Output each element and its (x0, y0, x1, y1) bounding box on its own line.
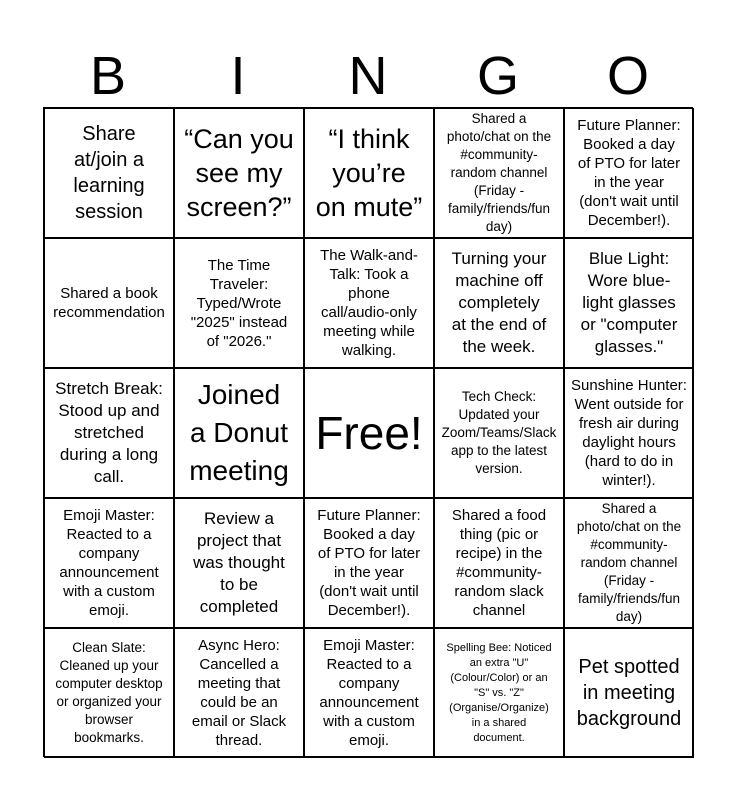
bingo-cell[interactable] (564, 238, 694, 368)
bingo-cell[interactable] (304, 238, 434, 368)
bingo-cell[interactable] (434, 498, 564, 628)
cell-text: Spelling Bee: Noticed an extra "U" (Colour/Color) or an "S" vs. "Z" (Organise/Organize) in a shared document. (446, 641, 552, 744)
cell-text: Sunshine Hunter: Went outside for fresh air during daylight hours (hard to do in winter!). (571, 377, 687, 489)
header-letter-g: G (476, 46, 519, 106)
cell-text: “Can you see my screen?” (184, 124, 294, 222)
bingo-cell[interactable] (434, 368, 564, 498)
bingo-header (43, 44, 693, 108)
cell-text: “I think you’re on mute” (315, 124, 423, 222)
cell-text: Emoji Master: Reacted to a company announcement with a custom emoji. (59, 507, 159, 619)
header-letter-o: O (606, 46, 649, 106)
cell-text: Pet spotted in meeting background (576, 656, 682, 730)
bingo-cell[interactable] (434, 238, 564, 368)
cell-text: The Time Traveler: Typed/Wrote "2025" instead of "2026." (190, 256, 288, 350)
bingo-cell[interactable] (304, 108, 434, 238)
bingo-cell[interactable] (174, 498, 304, 628)
bingo-cell[interactable] (174, 108, 304, 238)
cell-text: Emoji Master: Reacted to a company announcement with a custom emoji. (319, 637, 419, 749)
cell-text: Blue Light: Wore blue- light glasses or "computer glasses." (580, 249, 678, 356)
bingo-cell[interactable] (434, 628, 564, 758)
bingo-grid (43, 107, 693, 757)
bingo-cell-free[interactable] (304, 368, 434, 498)
cell-text: Tech Check: Updated your Zoom/Teams/Slack app to the latest version. (441, 389, 557, 476)
bingo-cell[interactable] (44, 368, 174, 498)
bingo-cell[interactable] (44, 628, 174, 758)
bingo-cell[interactable] (44, 108, 174, 238)
cell-text: Clean Slate: Cleaned up your computer desktop or organized your browser bookmarks. (55, 640, 163, 745)
header-letter-b: B (89, 46, 127, 106)
cell-text: Future Planner: Booked a day of PTO for later in the year (don't wait until December!). (317, 507, 421, 619)
cell-text: Async Hero: Cancelled a meeting that could be an email or Slack thread. (191, 637, 287, 749)
bingo-cell[interactable] (434, 108, 564, 238)
cell-text: Stretch Break: Stood up and stretched during a long call. (55, 379, 163, 486)
bingo-cell[interactable] (564, 628, 694, 758)
bingo-cell[interactable] (304, 628, 434, 758)
bingo-cell[interactable] (44, 498, 174, 628)
cell-text: Shared a food thing (pic or recipe) in the #community- random slack channel (451, 507, 547, 619)
cell-text: Shared a book recommendation (53, 285, 165, 321)
bingo-cell[interactable] (174, 628, 304, 758)
cell-text: Future Planner: Booked a day of PTO for later in the year (don't wait until December!). (577, 117, 681, 229)
cell-text: Shared a photo/chat on the #community- random channel (Friday - family/friends/fun day) (446, 111, 552, 234)
bingo-cell[interactable] (564, 368, 694, 498)
header-letter-n: N (348, 46, 388, 106)
header-letter-i: I (230, 46, 246, 106)
bingo-cell[interactable] (174, 368, 304, 498)
bingo-cell[interactable] (304, 498, 434, 628)
cell-text: Shared a photo/chat on the #community- random channel (Friday - family/friends/fun day) (576, 501, 682, 624)
cell-text: Review a project that was thought to be completed (193, 509, 285, 616)
cell-text: Joined a Donut meeting (189, 379, 289, 486)
bingo-cell[interactable] (564, 108, 694, 238)
cell-text: The Walk-and- Talk: Took a phone call/audio-only meeting while walking. (320, 247, 418, 359)
bingo-cell[interactable] (174, 238, 304, 368)
cell-text: Share at/join a learning session (73, 123, 145, 223)
bingo-cell[interactable] (44, 238, 174, 368)
free-space-text: Free! (315, 407, 423, 459)
cell-text: Turning your machine off completely at the end of the week. (451, 249, 547, 356)
bingo-cell[interactable] (564, 498, 694, 628)
